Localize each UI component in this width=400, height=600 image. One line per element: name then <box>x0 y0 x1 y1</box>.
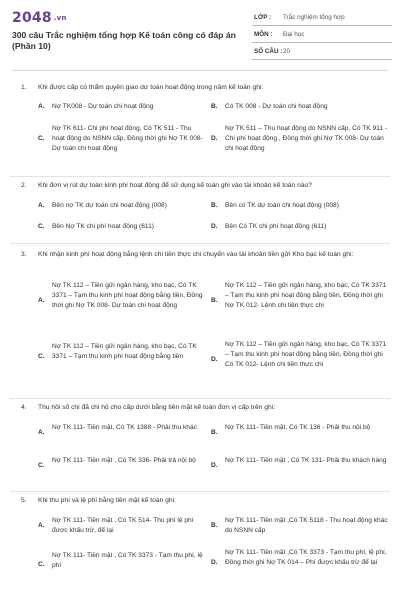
logo-main: 2048 <box>12 10 52 26</box>
question-2 <box>0 177 400 243</box>
option-letter: C. <box>38 561 45 568</box>
option-letter: A. <box>38 522 45 529</box>
meta-value: Trắc nghiệm tổng hợp <box>283 14 345 21</box>
option-letter: C. <box>38 353 45 360</box>
question-text: Khi nhận kinh phí hoạt động bằng lệnh chi tiền thực chi chuyển vào tài khoản tiền gửi Kho bạc kế toán ghi: <box>38 251 354 258</box>
option-letter: C. <box>38 223 45 230</box>
meta-key: LỚP : <box>254 14 272 21</box>
option-text: Nợ TK 112 – Tiền gửi ngân hàng, kho bạc, Có TK 3371 – Tạm thu kinh phí hoạt động bằng tiền <box>52 343 197 360</box>
option-letter: B. <box>211 429 218 436</box>
option-letter: B. <box>211 202 218 209</box>
option-letter: C. <box>38 135 45 142</box>
option-text: Nợ TK 111- Tiền mặt , Có TK 131- Phải thu khách hàng <box>225 457 387 464</box>
option-text: Nợ TK 611- Chi phí hoạt động, Có TK 511 - Thu hoạt động do NSNN cấp, Đồng thời ghi Nợ TK 008- Dự toán chi hoạt động <box>52 125 203 152</box>
question-number: 5. <box>21 497 27 504</box>
question-text: Thu hồi số chi đã chi hộ cho cấp dưới bằng tiền mặt kế toán đơn vị cấp trên ghi: <box>38 404 276 411</box>
option-text: Bên có TK dự toán chi hoạt động (008) <box>225 202 339 209</box>
option-text: Nợ TK 112 – Tiền gửi ngân hàng, kho bạc, Có TK 3371 – Tạm thu kinh phí hoạt động bằng tiền, Đồng thời ghi Nợ TK 012- Lệnh chi tiền thực chi <box>225 282 387 309</box>
option-letter: A. <box>38 429 45 436</box>
meta-row-class <box>252 9 392 26</box>
option-letter: B. <box>211 103 218 110</box>
option-text: Nợ TK008 - Dự toán chi hoạt động <box>52 103 154 110</box>
question-text: Khi đơn vị rút dự toán kinh phí hoạt động để sử dụng kế toán ghi vào tài khoản kế toán nào? <box>38 182 312 189</box>
question-3 <box>0 244 400 398</box>
question-number: 2. <box>21 182 27 189</box>
question-5 <box>0 492 400 600</box>
logo-domain: .vn <box>53 14 67 22</box>
meta-row-subject <box>252 26 392 43</box>
option-text: Bên nợ TK dự toán chi hoạt động (008) <box>52 202 167 209</box>
option-letter: B. <box>211 522 218 529</box>
meta-row-count <box>252 43 392 60</box>
question-1 <box>0 80 400 176</box>
option-letter: A. <box>38 103 45 110</box>
option-text: Nợ TK 111- Tiền mặt , Có TK 336- Phải trả nội bộ <box>52 457 196 464</box>
question-list <box>0 80 400 600</box>
meta-table <box>252 9 392 60</box>
question-number: 1. <box>21 84 27 91</box>
option-letter: D. <box>211 462 218 469</box>
option-letter: C. <box>38 462 45 469</box>
header-divider <box>12 70 388 71</box>
option-letter: D. <box>211 223 218 230</box>
option-text: Nợ TK 111- Tiền mặt ,Có TK 3373 - Tạm thu phí, lệ phí, Đồng thời ghi Nợ TK 014 – Phí được khấu trừ để lại <box>225 549 387 566</box>
option-text: Nợ TK 511 – Thu hoạt động do NSNN cấp, Có TK 911 - Chi phí hoạt động , Đồng thời ghi Nợ TK 008- Dự toán chi hoạt động <box>225 125 388 152</box>
question-text: Khi được cấp có thẩm quyền giao dự toán hoạt động trong năm kế toán ghi: <box>38 84 264 91</box>
option-text: Nợ TK 111- Tiền mặt , Có TK 514- Thu phí lệ phí được khấu trừ, để lại <box>52 517 194 534</box>
option-text: Nợ TK 111- Tiền mặt ,Có TK 5118 - Thu hoạt động khác do NSNN cấp <box>225 517 388 534</box>
option-letter: A. <box>38 297 45 304</box>
question-text: Khi thu phí và lệ phí bằng tiền mặt kế toán ghi: <box>38 497 176 504</box>
option-letter: D. <box>211 135 218 142</box>
meta-value: 20 <box>283 48 291 55</box>
page-header <box>0 0 400 72</box>
option-text: Nợ TK 111- Tiền mặt, Có TK 136 - Phải thu nội bộ <box>225 424 371 431</box>
question-number: 4. <box>21 404 27 411</box>
option-text: Bên Nợ TK chi phí hoạt động (611) <box>52 223 154 230</box>
question-4 <box>0 399 400 491</box>
page-title: 300 câu Trắc nghiệm tổng hợp Kế toán công có đáp án (Phần 10) <box>12 30 236 51</box>
meta-value: Đại học <box>283 31 305 38</box>
option-letter: B. <box>211 297 218 304</box>
meta-key: SỐ CÂU : <box>254 48 283 55</box>
option-text: Nợ TK 111- Tiền mặt, Có TK 1388 - Phải thu khác <box>52 424 197 431</box>
option-text: Có TK 008 - Dự toán chi hoạt động <box>225 103 328 110</box>
meta-key: MÔN : <box>254 31 273 38</box>
question-number: 3. <box>21 251 27 258</box>
option-letter: D. <box>211 559 218 566</box>
option-text: Bên Có TK chi phí hoạt động (611) <box>225 223 327 230</box>
site-logo[interactable] <box>12 10 67 26</box>
option-letter: A. <box>38 202 45 209</box>
option-text: Nợ TK 111- Tiền mặt , Có TK 3373 - Tạm thu phí, lệ phí <box>52 552 203 569</box>
option-letter: D. <box>211 356 218 363</box>
option-text: Nợ TK 112 – Tiền gửi ngân hàng, kho bạc, Có TK 3371 – Tạm thu kinh phí hoạt động bằng tiền, Đồng thời ghi Có TK 012- Lệnh chi tiền thực chi <box>225 341 387 368</box>
option-text: Nợ TK 112 – Tiền gửi ngân hàng, kho bạc, Có TK 3371 – Tạm thu kinh phí hoạt động bằng tiền, Đồng thời ghi Nợ TK 008- Dự toán chi hoạt động <box>52 282 203 309</box>
